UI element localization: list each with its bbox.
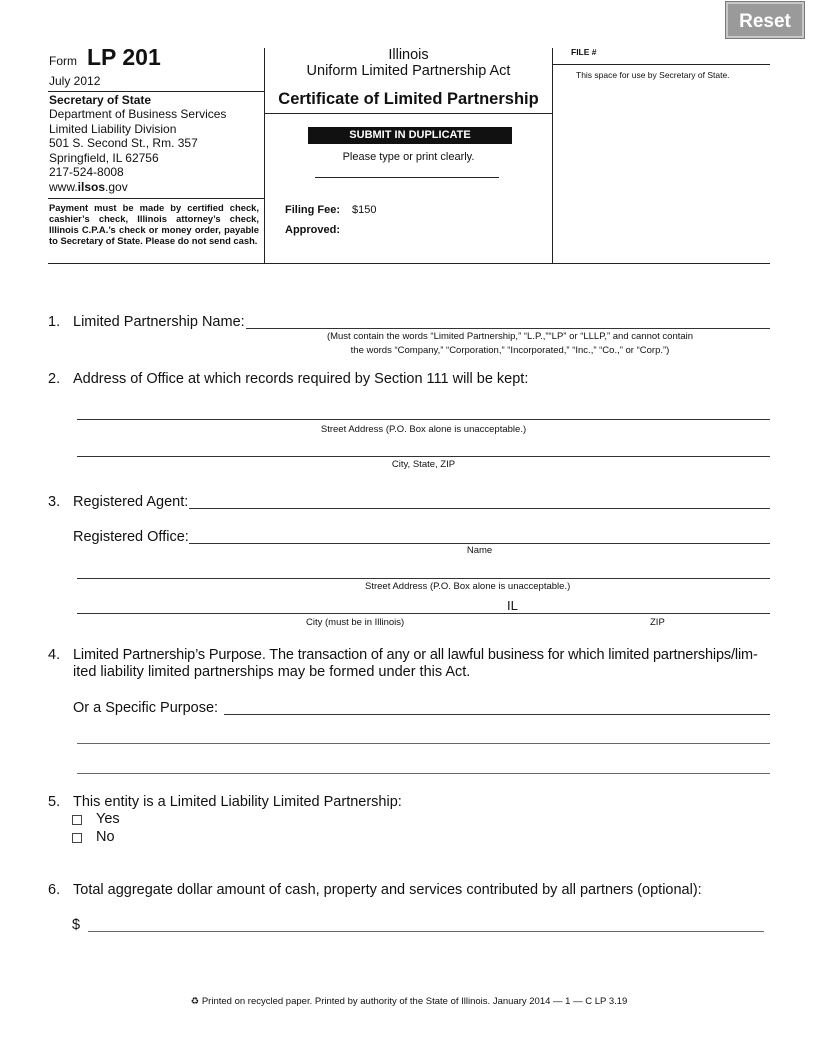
contribution-amount-field[interactable] <box>88 916 764 932</box>
registered-office-label: Registered Office: <box>73 529 189 545</box>
form-number: LP 201 <box>87 44 161 70</box>
lllp-no-label: No <box>96 829 115 845</box>
approved-label: Approved: <box>285 224 340 236</box>
sos-space-note: This space for use by Secretary of State. <box>576 70 730 80</box>
lp-name-field[interactable] <box>246 313 770 329</box>
specific-purpose-field[interactable] <box>224 698 770 714</box>
lp-name-note: the words “Company,” “Corporation,” “Incorporated,” “Inc.,” “Co.,” or “Corp.”) <box>350 345 670 356</box>
registered-office-zip-caption: ZIP <box>650 617 665 628</box>
footer-text: Printed on recycled paper. Printed by authority of the State of Illinois. January 2014 — 1 — C LP 3.19 <box>201 996 628 1007</box>
specific-purpose-field-2[interactable] <box>77 727 770 743</box>
state-il-value: IL <box>507 598 518 613</box>
form-date: July 2012 <box>49 74 101 88</box>
office-street-field[interactable] <box>77 403 770 419</box>
certificate-title: Certificate of Limited Partnership <box>278 90 539 108</box>
registered-office-city-caption: City (must be in Illinois) <box>306 617 405 628</box>
office-title: Secretary of State <box>49 93 152 107</box>
office-line: Limited Liability Division <box>49 121 177 136</box>
specific-purpose-label: Or a Specific Purpose: <box>73 700 219 716</box>
item-number: 1. <box>48 314 61 330</box>
office-street-caption: Street Address (P.O. Box alone is unacceptable.) <box>320 424 527 435</box>
office-address-label: Address of Office at which records required by Section 111 will be kept: <box>73 371 529 387</box>
lllp-yes-checkbox[interactable] <box>72 815 82 825</box>
print-instructions: Please type or print clearly. <box>342 151 475 163</box>
lllp-no-checkbox[interactable] <box>72 833 82 843</box>
office-line: 217-524-8008 <box>49 165 124 179</box>
registered-agent-field[interactable] <box>189 493 770 509</box>
office-city-caption: City, State, ZIP <box>391 459 456 470</box>
purpose-text: Limited Partnership’s Purpose. The transaction of any or all lawful business for which limited partnerships/lim- <box>73 647 758 663</box>
recycle-icon: ♻ <box>190 996 200 1007</box>
lp-name-note: (Must contain the words “Limited Partnership,” “L.P.,”“LP” or “LLLP,” and cannot contain <box>326 331 694 342</box>
registered-office-street-caption: Street Address (P.O. Box alone is unacceptable.) <box>365 581 571 592</box>
act-name: Uniform Limited Partnership Act <box>306 63 511 79</box>
office-line: Springfield, IL 62756 <box>49 150 159 165</box>
file-number-label: FILE # <box>571 47 597 57</box>
registered-office-street-field[interactable] <box>77 562 770 578</box>
item-number: 3. <box>48 494 61 510</box>
registered-office-zip-field[interactable] <box>525 598 770 614</box>
office-city-field[interactable] <box>77 440 770 456</box>
registered-office-city-field[interactable] <box>77 598 500 614</box>
reset-button[interactable]: Reset <box>726 2 804 38</box>
website <box>49 180 128 195</box>
registered-office-name-field[interactable] <box>189 528 770 544</box>
specific-purpose-field-3[interactable] <box>77 757 770 773</box>
lp-name-label: Limited Partnership Name: <box>73 314 245 330</box>
submit-in-duplicate-banner: SUBMIT IN DUPLICATE <box>308 127 512 144</box>
item-number: 2. <box>48 371 61 387</box>
registered-office-name-caption: Name <box>466 545 493 556</box>
contribution-label: Total aggregate dollar amount of cash, property and services contributed by all partners (optional): <box>73 882 702 898</box>
lllp-label: This entity is a Limited Liability Limited Partnership: <box>73 794 402 810</box>
website-suffix: .gov <box>105 179 128 194</box>
dollar-sign: $ <box>72 917 81 933</box>
form-label: Form <box>49 54 77 68</box>
website-domain: ilsos <box>77 179 106 194</box>
footer <box>48 996 770 1007</box>
item-number: 5. <box>48 794 61 810</box>
filing-fee-label: Filing Fee: <box>285 204 340 216</box>
payment-note: Payment must be made by certified check, cashier’s check, Illinois attorney’s check, Illinois C.P.A.’s check or money order, payable to Secretary of State. Please do not send cash. <box>49 202 259 246</box>
item-number: 4. <box>48 647 61 663</box>
filing-fee-value: $150 <box>352 204 377 216</box>
state-name: Illinois <box>388 47 429 63</box>
item-number: 6. <box>48 882 61 898</box>
office-line: Department of Business Services <box>49 107 227 121</box>
purpose-text: ited liability limited partnerships may be formed under this Act. <box>73 664 471 680</box>
office-line: 501 S. Second St., Rm. 357 <box>49 136 198 150</box>
registered-agent-label: Registered Agent: <box>73 494 189 510</box>
lllp-yes-label: Yes <box>96 811 120 827</box>
website-prefix: www. <box>49 179 78 194</box>
